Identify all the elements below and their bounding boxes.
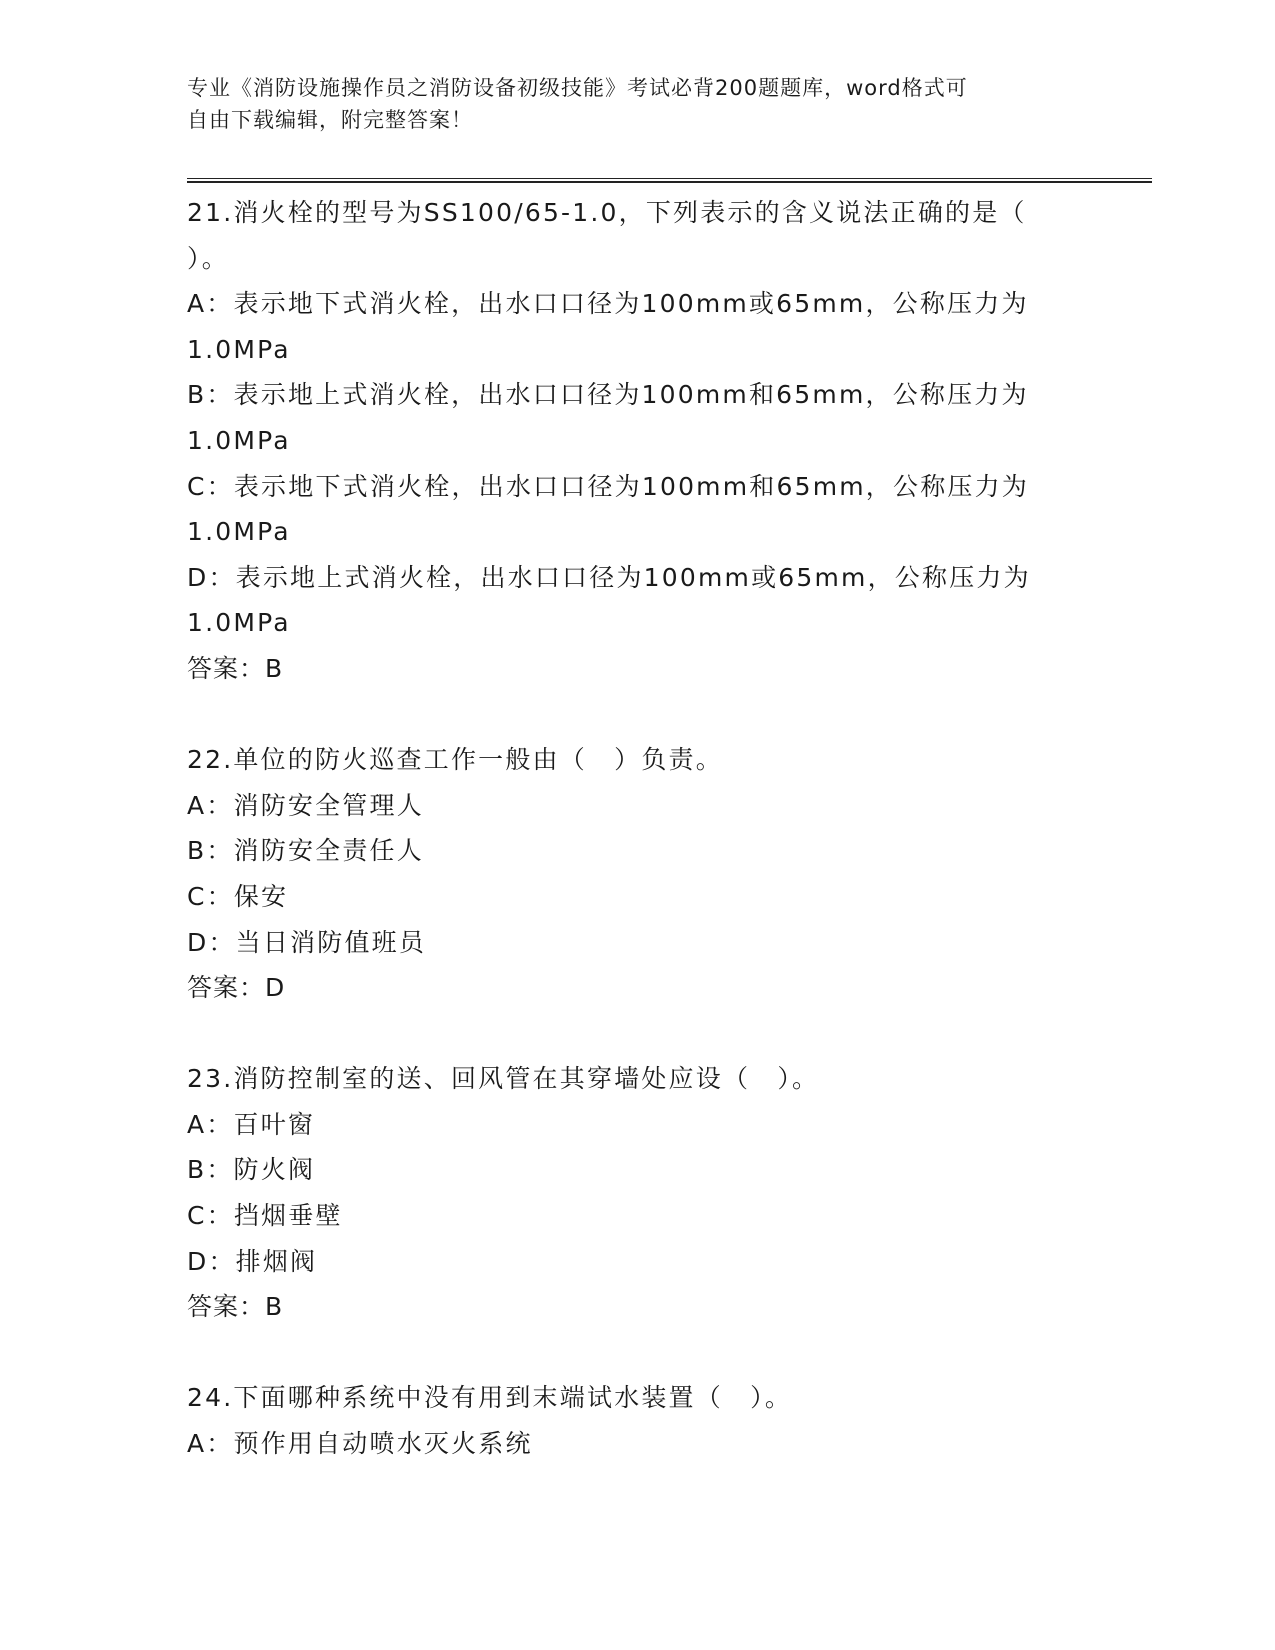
spacer xyxy=(187,1330,1067,1376)
header-rule-thin xyxy=(187,178,1152,179)
header-rule-thick xyxy=(187,181,1152,183)
option-b: 1.0MPa xyxy=(187,425,291,455)
option-c: C：挡烟垂壁 xyxy=(187,1201,343,1231)
question-21 xyxy=(187,190,1067,692)
answer: 答案：B xyxy=(187,1292,284,1322)
question-stem: 22.单位的防火巡查工作一般由（ ）负责。 xyxy=(187,745,723,775)
spacer xyxy=(187,692,1067,738)
option-b: B：表示地上式消火栓，出水口口径为100mm和65mm，公称压力为 xyxy=(187,380,1029,410)
option-d: D：当日消防值班员 xyxy=(187,927,427,957)
option-c: C：表示地下式消火栓，出水口口径为100mm和65mm，公称压力为 xyxy=(187,471,1029,501)
question-22 xyxy=(187,737,1067,1011)
option-a: A：表示地下式消火栓，出水口口径为100mm或65mm，公称压力为 xyxy=(187,289,1029,319)
document-header xyxy=(187,72,1067,136)
option-d: 1.0MPa xyxy=(187,608,291,638)
answer: 答案：B xyxy=(187,653,284,683)
option-a: A：百叶窗 xyxy=(187,1109,316,1139)
option-a: A：预作用自动喷水灭火系统 xyxy=(187,1429,533,1459)
option-a: 1.0MPa xyxy=(187,334,291,364)
question-stem: 24.下面哪种系统中没有用到末端试水装置（ ）。 xyxy=(187,1383,793,1413)
spacer xyxy=(187,1011,1067,1057)
option-d: D：排烟阀 xyxy=(187,1246,318,1276)
header-line-1: 专业《消防设施操作员之消防设备初级技能》考试必背200题题库，word格式可 xyxy=(187,76,968,100)
option-b: B：防火阀 xyxy=(187,1155,316,1185)
question-23 xyxy=(187,1056,1067,1330)
question-list xyxy=(187,190,1067,1467)
header-line-2: 自由下载编辑，附完整答案！ xyxy=(187,108,473,132)
question-24 xyxy=(187,1375,1067,1466)
question-stem: ）。 xyxy=(187,243,229,273)
option-c: C：保安 xyxy=(187,881,289,911)
option-c: 1.0MPa xyxy=(187,517,291,547)
option-a: A：消防安全管理人 xyxy=(187,790,424,820)
option-b: B：消防安全责任人 xyxy=(187,836,424,866)
option-d: D：表示地上式消火栓，出水口口径为100mm或65mm，公称压力为 xyxy=(187,562,1031,592)
answer: 答案：D xyxy=(187,973,286,1003)
question-stem: 21.消火栓的型号为SS100/65-1.0，下列表示的含义说法正确的是（ xyxy=(187,198,1027,227)
question-stem: 23.消防控制室的送、回风管在其穿墙处应设（ ）。 xyxy=(187,1064,820,1094)
